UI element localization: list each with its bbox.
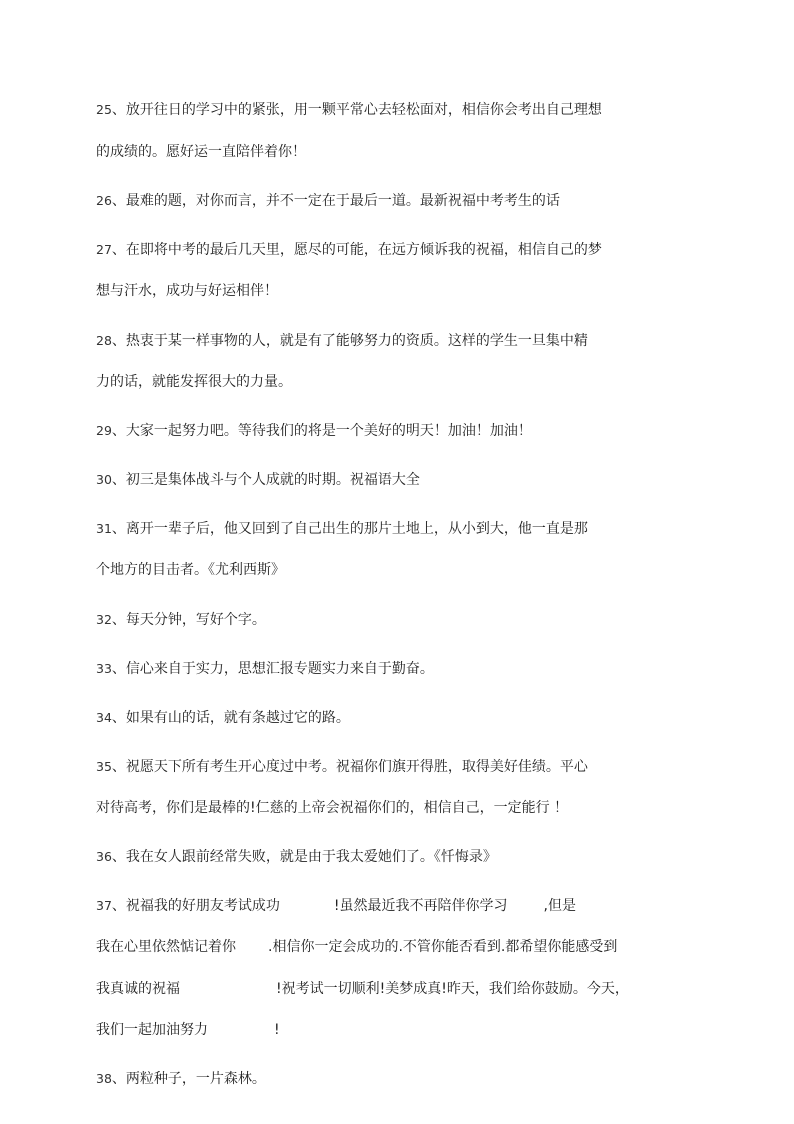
item-25-line-2 xyxy=(96,141,306,163)
item-31-line-1 xyxy=(96,518,588,540)
item-35-line-2 xyxy=(96,797,568,819)
item-number: 29 xyxy=(96,423,112,438)
item-text: 、离开一辈子后，他又回到了自己出生的那片土地上，从小到大，他一直是那 xyxy=(111,521,588,537)
item-text: 、两粒种子，一片森林。 xyxy=(111,1071,266,1087)
item-text: 、最难的题，对你而言，并不一定在于最后一道。最新祝福中考考生的话 xyxy=(111,193,560,209)
item-text: 、初三是集体战斗与个人成就的时期。祝福语大全 xyxy=(111,472,420,488)
item-text: .相信你一定会成功的.不管你能否看到.都希望你能感受到 xyxy=(268,939,618,955)
item-32-line-1 xyxy=(96,609,266,631)
item-number: 32 xyxy=(96,612,112,627)
item-36-line-1 xyxy=(96,846,497,868)
item-27-line-1 xyxy=(96,239,602,261)
item-number: 31 xyxy=(96,521,112,536)
item-text: !虽然最近我不再陪伴你学习 xyxy=(333,898,508,914)
item-text: 个地方的目击者。《尤利西斯》 xyxy=(96,562,285,578)
item-33-line-1 xyxy=(96,658,434,680)
item-text: 、祝愿天下所有考生开心度过中考。祝福你们旗开得胜，取得美好佳绩。平心 xyxy=(111,759,588,775)
item-text: 、放开往日的学习中的紧张，用一颗平常心去轻松面对，相信你会考出自己理想 xyxy=(111,102,602,118)
item-number: 33 xyxy=(96,661,112,676)
item-text: 对待高考，你们是最棒的!仁慈的上帝会祝福你们的，相信自己，一定能行 ！ xyxy=(96,800,569,816)
item-number: 26 xyxy=(96,193,112,208)
item-text: 的成绩的。愿好运一直陪伴着你！ xyxy=(96,144,306,160)
item-number: 38 xyxy=(96,1071,112,1086)
item-37-line-4 xyxy=(96,1019,280,1041)
item-number: 27 xyxy=(96,242,112,257)
item-text: ,但是 xyxy=(543,898,576,914)
item-38-line-1 xyxy=(96,1068,266,1090)
item-26-line-1 xyxy=(96,190,560,212)
item-34-line-1 xyxy=(96,707,350,729)
item-number: 30 xyxy=(96,472,112,487)
item-35-line-1 xyxy=(96,756,588,778)
item-number: 35 xyxy=(96,759,112,774)
item-37-line-3 xyxy=(96,978,629,1000)
item-text: !祝考试一切顺利!美梦成真!昨天，我们给你鼓励。今天， xyxy=(276,981,629,997)
item-27-line-2 xyxy=(96,280,278,302)
item-number: 34 xyxy=(96,710,112,725)
item-text: 、大家一起努力吧。等待我们的将是一个美好的明天！加油！加油！ xyxy=(111,423,532,439)
item-31-line-2 xyxy=(96,559,285,581)
item-text: 、信心来自于实力，思想汇报专题实力来自于勤奋。 xyxy=(111,661,434,677)
item-28-line-2 xyxy=(96,371,292,393)
item-25-line-1 xyxy=(96,99,602,121)
item-text: 、在即将中考的最后几天里，愿尽的可能，在远方倾诉我的祝福，相信自己的梦 xyxy=(111,242,602,258)
item-text: 我真诚的祝福 xyxy=(96,981,180,997)
item-text: 、热衷于某一样事物的人，就是有了能够努力的资质。这样的学生一旦集中精 xyxy=(111,333,588,349)
item-text: 、祝福我的好朋友考试成功 xyxy=(111,898,280,914)
item-text: 我在心里依然惦记着你 xyxy=(96,939,236,955)
item-number: 25 xyxy=(96,102,112,117)
item-text: 、如果有山的话，就有条越过它的路。 xyxy=(111,710,350,726)
item-37-line-2 xyxy=(96,936,617,958)
item-37-line-1 xyxy=(96,895,576,917)
item-text: 我们一起加油努力 xyxy=(96,1022,208,1038)
item-28-line-1 xyxy=(96,330,588,352)
item-number: 36 xyxy=(96,849,112,864)
item-text: ! xyxy=(274,1022,280,1038)
item-30-line-1 xyxy=(96,469,420,491)
item-text: 、每天分钟，写好个字。 xyxy=(111,612,266,628)
item-text: 想与汗水，成功与好运相伴！ xyxy=(96,283,278,299)
item-number: 28 xyxy=(96,333,112,348)
item-29-line-1 xyxy=(96,420,532,442)
item-number: 37 xyxy=(96,898,112,913)
item-text: 力的话，就能发挥很大的力量。 xyxy=(96,374,292,390)
item-text: 、我在女人跟前经常失败，就是由于我太爱她们了。《忏悔录》 xyxy=(111,849,497,865)
